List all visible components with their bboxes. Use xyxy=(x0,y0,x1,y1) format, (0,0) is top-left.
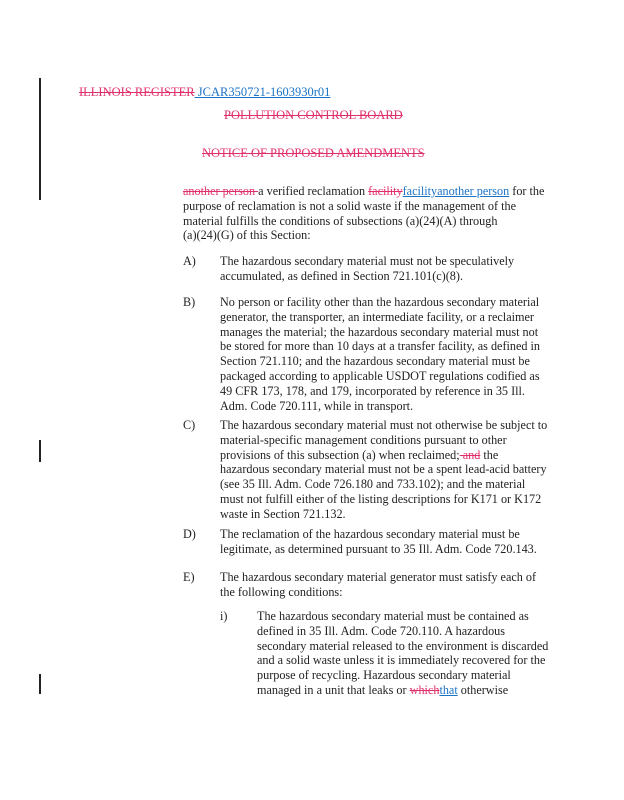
sub-i-text-6a: managed in a unit that leaks or xyxy=(257,682,410,697)
intro-text-1: a verified reclamation xyxy=(258,184,369,198)
notice-deleted: NOTICE OF PROPOSED AMENDMENTS xyxy=(202,146,425,160)
notice-header xyxy=(202,146,425,161)
intro-inserted: facilityanother person xyxy=(402,184,510,198)
sub-i-text xyxy=(257,609,548,698)
sub-i-text-6b: otherwise xyxy=(457,682,509,697)
sub-i-deleted: which xyxy=(409,682,440,697)
intro-deleted-1: another person xyxy=(183,184,259,198)
item-b-line: No person or facility other than the hazardous secondary material xyxy=(220,295,540,309)
change-bar-top xyxy=(39,78,41,200)
item-d-line: The reclamation of the hazardous secondary material must be xyxy=(220,527,520,541)
change-bar-middle xyxy=(39,440,41,462)
item-b-line: packaged according to applicable USDOT regulations codified as xyxy=(220,368,540,383)
sub-i-inserted: that xyxy=(439,682,458,697)
register-inserted: JCAR350721-1603930r01 xyxy=(197,85,331,99)
sub-i-line: defined in 35 Ill. Adm. Code 720.110. A hazardous xyxy=(257,623,506,638)
item-b-line: 49 CFR 173, 178, and 179, incorporated by reference in 35 Ill. xyxy=(220,383,525,398)
sub-i-line: secondary material released to the environment is discarded xyxy=(257,638,549,653)
item-e-line: The hazardous secondary material generator must satisfy each of xyxy=(220,570,537,584)
item-b-label: B) xyxy=(183,295,196,309)
register-header xyxy=(79,85,330,100)
change-bar-bottom xyxy=(39,674,41,694)
intro-line-1 xyxy=(183,184,544,199)
item-a-line: The hazardous secondary material must not be speculatively xyxy=(220,254,515,268)
item-c-line: must not fulfill either of the listing descriptions for K171 or K172 xyxy=(220,491,542,506)
item-b-line: generator, the transporter, an intermediate facility, or a reclaimer xyxy=(220,309,534,324)
item-e-text xyxy=(220,570,536,600)
item-c-text-3a: provisions of this subsection (a) when reclaimed; xyxy=(220,447,460,462)
item-b-line: manages the material; the hazardous secondary material must not xyxy=(220,324,539,339)
item-c-line: (see 35 Ill. Adm. Code 726.180 and 733.102); and the material xyxy=(220,477,526,492)
sub-i-line: The hazardous secondary material must be contained as xyxy=(257,609,529,623)
intro-line-2: purpose of reclamation is not a solid waste if the management of the xyxy=(183,198,517,213)
item-e-line: the following conditions: xyxy=(220,584,343,599)
sub-i-line: and a solid waste unless it is immediately recovered for the xyxy=(257,653,546,668)
item-c-text xyxy=(220,418,547,522)
item-c-deleted: and xyxy=(459,447,481,462)
item-c-line: The hazardous secondary material must not otherwise be subject to xyxy=(220,418,548,432)
sub-i-line-6 xyxy=(257,683,548,698)
board-deleted: POLLUTION CONTROL BOARD xyxy=(224,108,403,122)
item-e-label: E) xyxy=(183,570,195,584)
item-a-text xyxy=(220,254,514,284)
register-deleted: ILLINOIS REGISTER xyxy=(79,85,195,99)
sub-i-label: i) xyxy=(220,609,228,623)
item-d-line: legitimate, as determined pursuant to 35 Ill. Adm. Code 720.143. xyxy=(220,541,537,556)
intro-text-1b: for the xyxy=(509,184,545,198)
item-b-line: be stored for more than 10 days at a transfer facility, as defined in xyxy=(220,339,541,354)
intro-deleted-2: facility xyxy=(368,184,403,198)
item-c-label: C) xyxy=(183,418,196,432)
item-c-line: material-specific management conditions pursuant to other xyxy=(220,432,507,447)
item-c-line: hazardous secondary material must not be a spent lead-acid battery xyxy=(220,462,547,477)
item-b-text xyxy=(220,295,540,413)
board-header xyxy=(224,108,403,123)
intro-line-3: material fulfills the conditions of subsections (a)(24)(A) through xyxy=(183,213,498,228)
intro-line-4: (a)(24)(G) of this Section: xyxy=(183,228,311,243)
item-c-text-3b: the xyxy=(480,447,499,462)
item-c-line-3 xyxy=(220,448,547,463)
intro-paragraph xyxy=(183,184,544,243)
item-a-line: accumulated, as defined in Section 721.101(c)(8). xyxy=(220,268,463,283)
item-b-line: Adm. Code 720.111, while in transport. xyxy=(220,398,414,413)
item-d-text xyxy=(220,527,537,557)
item-d-label: D) xyxy=(183,527,196,541)
sub-i-line: purpose of recycling. Hazardous secondary material xyxy=(257,668,511,683)
item-c-line: waste in Section 721.132. xyxy=(220,506,346,521)
item-a-label: A) xyxy=(183,254,196,268)
item-b-line: Section 721.110; and the hazardous secondary material must be xyxy=(220,354,530,369)
